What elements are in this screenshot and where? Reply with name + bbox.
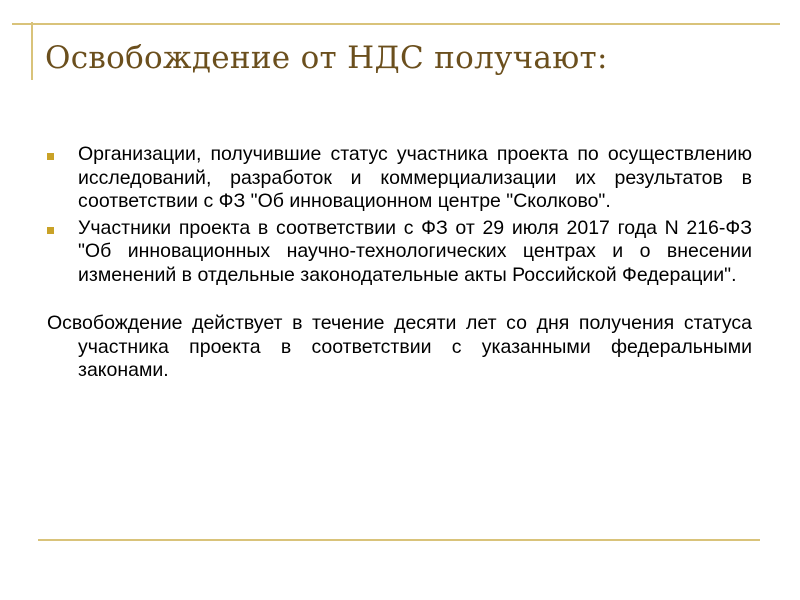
bullet-list bbox=[47, 143, 752, 287]
square-bullet-icon bbox=[47, 227, 54, 234]
left-accent-line bbox=[31, 22, 33, 80]
note-paragraph: Освобождение действует в течение десяти лет со дня получения статуса участника проекта в соответствии с указанными федеральными законами. bbox=[47, 312, 752, 381]
bullet-item bbox=[47, 143, 752, 214]
square-bullet-icon bbox=[47, 153, 54, 160]
bullet-text: Участники проекта в соответствии с ФЗ от 29 июля 2017 года N 216-ФЗ "Об инновационных научно-технологических центрах и о внесении изменений в отдельные законодательные акты Российской Федерации". bbox=[78, 216, 752, 286]
bottom-accent-line bbox=[38, 539, 760, 541]
slide-title: Освобождение от НДС получают: bbox=[45, 40, 608, 76]
bullet-item bbox=[47, 217, 752, 288]
slide-content bbox=[47, 143, 752, 402]
bullet-text: Организации, получившие статус участника проекта по осуществлению исследований, разработок и коммерциализации их результатов в соответствии с ФЗ "Об инновационном центре "Сколково". bbox=[78, 143, 752, 212]
top-accent-line bbox=[12, 23, 780, 25]
